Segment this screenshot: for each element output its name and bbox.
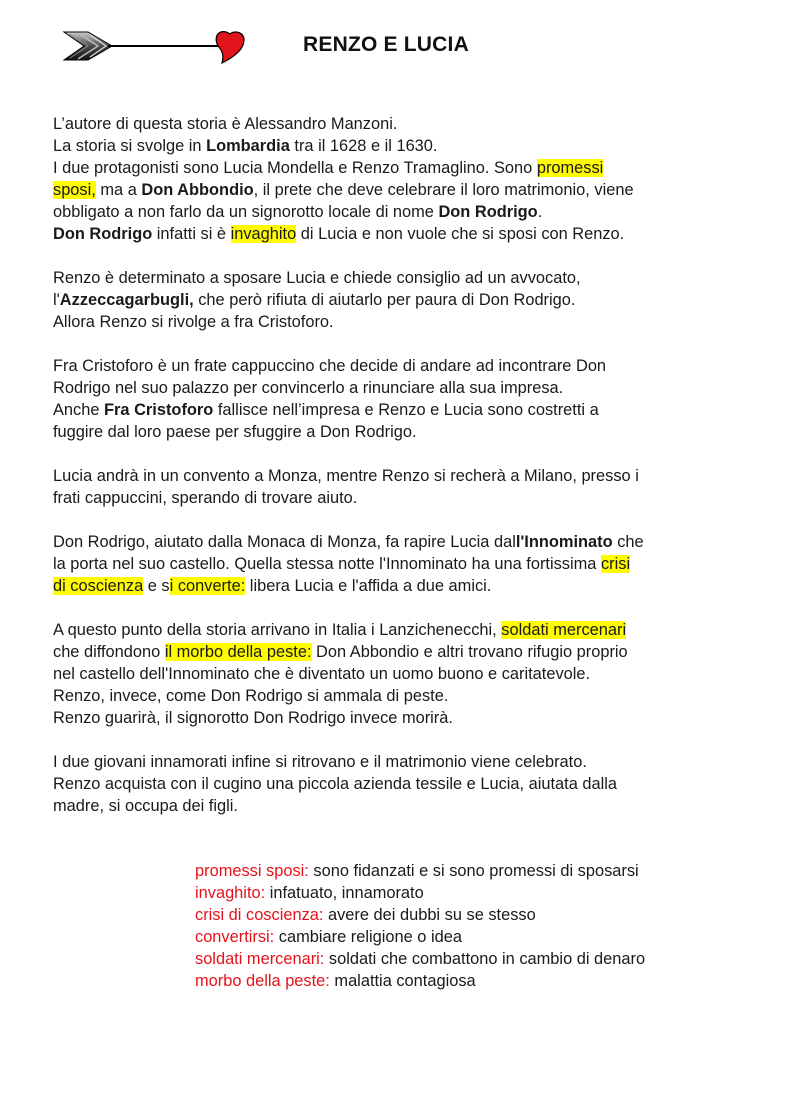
glossary-entry (195, 882, 665, 904)
text-line: Allora Renzo si rivolge a fra Cristoforo. (53, 313, 334, 331)
glossary-definition: soldati che combattono in cambio di denaro (324, 950, 646, 968)
text-line: Renzo, invece, come Don Rodrigo si ammala di peste. (53, 687, 449, 705)
arrow-feathers (64, 32, 112, 60)
text-span: e s (143, 577, 170, 595)
highlight-sposi: sposi, (53, 181, 96, 199)
text-line: nel castello dell'Innominato che è diventato un uomo buono e caritatevole. (53, 665, 591, 683)
glossary-definition: malattia contagiosa (329, 972, 476, 990)
highlight-invaghito: invaghito (230, 225, 297, 243)
bold-term: Lombardia (206, 137, 290, 155)
glossary-definition: avere dei dubbi su se stesso (323, 906, 536, 924)
text-span: che diffondono (53, 643, 165, 661)
highlight-peste: il morbo della peste: (164, 643, 312, 661)
paragraph-2 (53, 267, 753, 333)
text-line: Lucia andrà in un convento a Monza, mentre Renzo si recherà a Milano, presso i (53, 467, 639, 485)
text-span: tra il 1628 e il 1630. (289, 137, 438, 155)
text-line: fuggire dal loro paese per sfuggire a Don Rodrigo. (53, 423, 417, 441)
bold-term: Don Rodrigo (53, 225, 153, 243)
glossary-definition: sono fidanzati e si sono promessi di sposarsi (308, 862, 639, 880)
glossary-definition: cambiare religione o idea (274, 928, 462, 946)
text-line: Renzo guarirà, il signorotto Don Rodrigo invece morirà. (53, 709, 453, 727)
text-span: che però rifiuta di aiutarlo per paura di Don Rodrigo. (193, 291, 576, 309)
paragraph-6 (53, 619, 753, 729)
highlight-converte: i converte: (169, 577, 246, 595)
bold-term: Don Rodrigo (438, 203, 538, 221)
bold-term: Don Abbondio (141, 181, 254, 199)
arrow-heart-icon (62, 26, 252, 66)
glossary-entry (195, 926, 665, 948)
highlight-promessi: promessi (536, 159, 604, 177)
text-span: I due protagonisti sono Lucia Mondella e Renzo Tramaglino. Sono (53, 159, 537, 177)
bold-term: l'Innominato (515, 533, 613, 551)
text-span: Don Rodrigo, aiutato dalla Monaca di Monza, fa rapire Lucia dal (53, 533, 516, 551)
glossary-term: convertirsi: (195, 928, 275, 946)
text-line: I due giovani innamorati infine si ritrovano e il matrimonio viene celebrato. (53, 753, 587, 771)
text-span: Don Abbondio e altri trovano rifugio proprio (311, 643, 628, 661)
glossary-term: soldati mercenari: (195, 950, 325, 968)
highlight-crisi: crisi (600, 555, 631, 573)
bold-term: Azzeccagarbugli, (59, 291, 194, 309)
glossary-definition: infatuato, innamorato (265, 884, 424, 902)
glossary-term: morbo della peste: (195, 972, 330, 990)
glossary (195, 860, 665, 992)
text-line: frati cappuccini, sperando di trovare aiuto. (53, 489, 358, 507)
page-title: RENZO E LUCIA (303, 33, 469, 56)
text-span: di Lucia e non vuole che si sposi con Renzo. (296, 225, 625, 243)
text-line: L’autore di questa storia è Alessandro Manzoni. (53, 115, 398, 133)
text-line: Fra Cristoforo è un frate cappuccino che decide di andare ad incontrare Don (53, 357, 607, 375)
glossary-entry (195, 948, 665, 970)
glossary-entry (195, 904, 665, 926)
story-text (53, 113, 753, 839)
text-span: La storia si svolge in (53, 137, 207, 155)
highlight-coscienza: di coscienza (53, 577, 144, 595)
glossary-entry (195, 970, 665, 992)
text-span: libera Lucia e l'affida a due amici. (245, 577, 492, 595)
text-span: che (612, 533, 644, 551)
glossary-term: invaghito: (195, 884, 266, 902)
bold-term: Fra Cristoforo (104, 401, 214, 419)
text-span: ma a (95, 181, 142, 199)
text-line: madre, si occupa dei figli. (53, 797, 238, 815)
text-span: A questo punto della storia arrivano in Italia i Lanzichenecchi, (53, 621, 502, 639)
glossary-term: promessi sposi: (195, 862, 309, 880)
text-line: Rodrigo nel suo palazzo per convincerlo a rinunciare alla sua impresa. (53, 379, 564, 397)
paragraph-1 (53, 113, 753, 245)
text-line: Renzo acquista con il cugino una piccola azienda tessile e Lucia, aiutata dalla (53, 775, 618, 793)
text-span: l' (53, 291, 60, 309)
text-span: , il prete che deve celebrare il loro matrimonio, viene (253, 181, 634, 199)
paragraph-4 (53, 465, 753, 509)
paragraph-7 (53, 751, 753, 817)
text-span: infatti si è (152, 225, 231, 243)
text-span: . (537, 203, 543, 221)
text-span: obbligato a non farlo da un signorotto locale di nome (53, 203, 439, 221)
paragraph-5 (53, 531, 753, 597)
heart-shape (216, 32, 244, 63)
text-span: fallisce nell’impresa e Renzo e Lucia sono costretti a (213, 401, 599, 419)
highlight-mercenari: soldati mercenari (501, 621, 627, 639)
text-span: la porta nel suo castello. Quella stessa notte l'Innominato ha una fortissima (53, 555, 601, 573)
text-span: Anche (53, 401, 105, 419)
glossary-term: crisi di coscienza: (195, 906, 324, 924)
glossary-entry (195, 860, 665, 882)
text-line: Renzo è determinato a sposare Lucia e chiede consiglio ad un avvocato, (53, 269, 581, 287)
paragraph-3 (53, 355, 753, 443)
